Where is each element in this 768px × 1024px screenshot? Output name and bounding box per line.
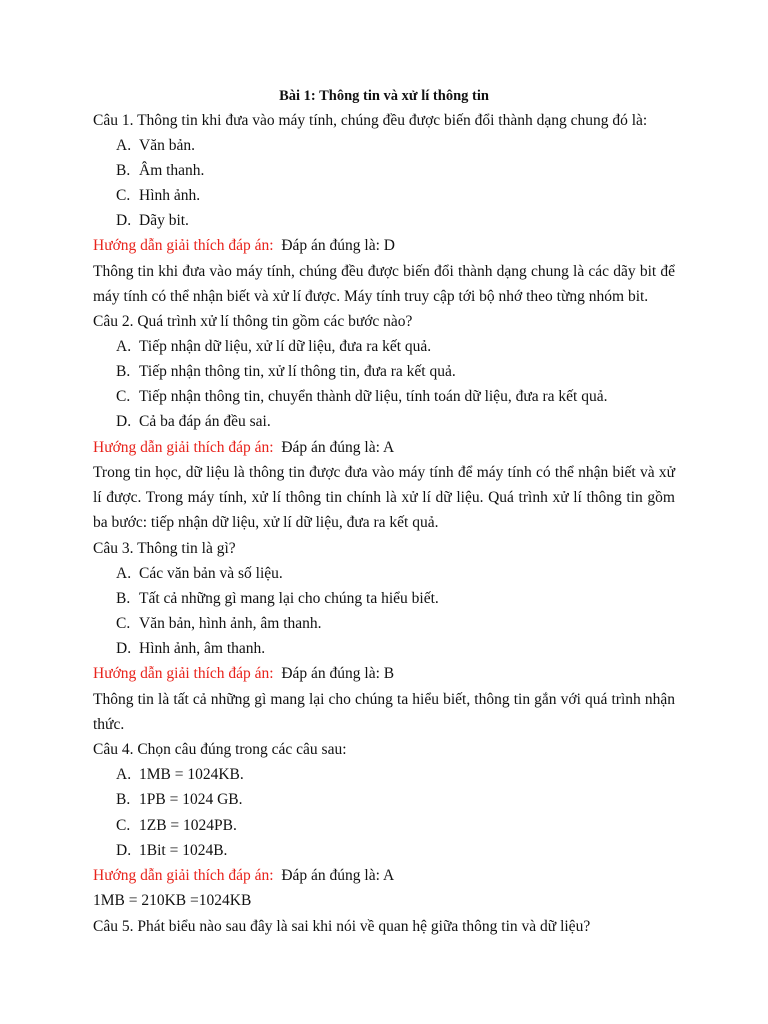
question-1: Câu 1. Thông tin khi đưa vào máy tính, chúng đều được biến đổi thành dạng chung đó là: xyxy=(93,112,648,129)
document-title: Bài 1: Thông tin và xử lí thông tin xyxy=(279,88,489,104)
option-text: Cả ba đáp án đều sai. xyxy=(139,413,271,430)
option-letter: C. xyxy=(116,187,131,204)
option-letter: C. xyxy=(116,817,131,834)
q4-answer-line xyxy=(93,866,394,886)
option-letter: A. xyxy=(116,565,132,582)
q3-explanation-line: thức. xyxy=(93,716,125,733)
option-text: 1ZB = 1024PB. xyxy=(139,817,237,834)
option-letter: A. xyxy=(116,338,132,355)
option-text: Các văn bản và số liệu. xyxy=(139,565,283,582)
answer-value: Đáp án đúng là: B xyxy=(281,665,395,682)
option-text: Văn bản. xyxy=(139,137,195,154)
option-text: 1Bit = 1024B. xyxy=(139,842,228,859)
option-letter: C. xyxy=(116,388,131,405)
q1-answer-line xyxy=(93,236,395,256)
option-letter: C. xyxy=(116,615,131,632)
question-3: Câu 3. Thông tin là gì? xyxy=(93,540,236,557)
question-5: Câu 5. Phát biểu nào sau đây là sai khi nói về quan hệ giữa thông tin và dữ liệu? xyxy=(93,918,591,935)
answer-hint-label: Hướng dẫn giải thích đáp án: xyxy=(93,237,274,254)
q2-explanation-line: lí được. Trong máy tính, xử lí thông tin chính là xử lí dữ liệu. Quá trình xử lí thông tin gồm xyxy=(93,489,675,506)
q4-explanation-line: 1MB = 210KB =1024KB xyxy=(93,892,252,909)
q2-explanation-line: ba bước: tiếp nhận dữ liệu, xử lí dữ liệu, đưa ra kết quả. xyxy=(93,514,439,531)
option-text: Tiếp nhận dữ liệu, xử lí dữ liệu, đưa ra kết quả. xyxy=(139,338,432,355)
q2-answer-line xyxy=(93,438,394,458)
answer-value: Đáp án đúng là: D xyxy=(281,237,395,254)
option-text: Tiếp nhận thông tin, xử lí thông tin, đưa ra kết quả. xyxy=(139,363,456,380)
option-text: 1MB = 1024KB. xyxy=(139,766,244,783)
question-4: Câu 4. Chọn câu đúng trong các câu sau: xyxy=(93,741,347,758)
answer-hint-label: Hướng dẫn giải thích đáp án: xyxy=(93,867,274,884)
answer-hint-label: Hướng dẫn giải thích đáp án: xyxy=(93,665,274,682)
q1-explanation-line: máy tính có thể nhận biết và xử lí được. Máy tính truy cập tới bộ nhớ theo từng nhóm bit. xyxy=(93,288,649,305)
option-text: Hình ảnh. xyxy=(139,187,201,204)
question-2: Câu 2. Quá trình xử lí thông tin gồm các bước nào? xyxy=(93,313,413,330)
q1-explanation-line: Thông tin khi đưa vào máy tính, chúng đều được biến đổi thành dạng chung là các dãy bit để xyxy=(93,263,675,280)
option-text: Hình ảnh, âm thanh. xyxy=(139,640,266,657)
option-letter: D. xyxy=(116,413,132,430)
option-letter: A. xyxy=(116,137,132,154)
option-text: Tiếp nhận thông tin, chuyển thành dữ liệu, tính toán dữ liệu, đưa ra kết quả. xyxy=(139,388,608,405)
option-letter: D. xyxy=(116,842,132,859)
option-letter: B. xyxy=(116,363,131,380)
option-letter: B. xyxy=(116,162,131,179)
answer-value: Đáp án đúng là: A xyxy=(281,867,395,884)
option-letter: D. xyxy=(116,640,132,657)
option-text: Âm thanh. xyxy=(139,162,205,179)
q3-answer-line xyxy=(93,664,394,684)
q2-explanation-line: Trong tin học, dữ liệu là thông tin được đưa vào máy tính để máy tính có thể nhận biết và xử xyxy=(93,464,675,481)
option-letter: D. xyxy=(116,212,132,229)
answer-value: Đáp án đúng là: A xyxy=(281,439,395,456)
option-text: Dãy bit. xyxy=(139,212,189,229)
option-text: Văn bản, hình ảnh, âm thanh. xyxy=(139,615,322,632)
option-text: 1PB = 1024 GB. xyxy=(139,791,243,808)
q3-explanation-line: Thông tin là tất cả những gì mang lại cho chúng ta hiểu biết, thông tin gắn với quá trình nhận xyxy=(93,691,675,708)
option-letter: A. xyxy=(116,766,132,783)
option-letter: B. xyxy=(116,791,131,808)
answer-hint-label: Hướng dẫn giải thích đáp án: xyxy=(93,439,274,456)
option-letter: B. xyxy=(116,590,131,607)
option-text: Tất cả những gì mang lại cho chúng ta hiểu biết. xyxy=(139,590,439,607)
